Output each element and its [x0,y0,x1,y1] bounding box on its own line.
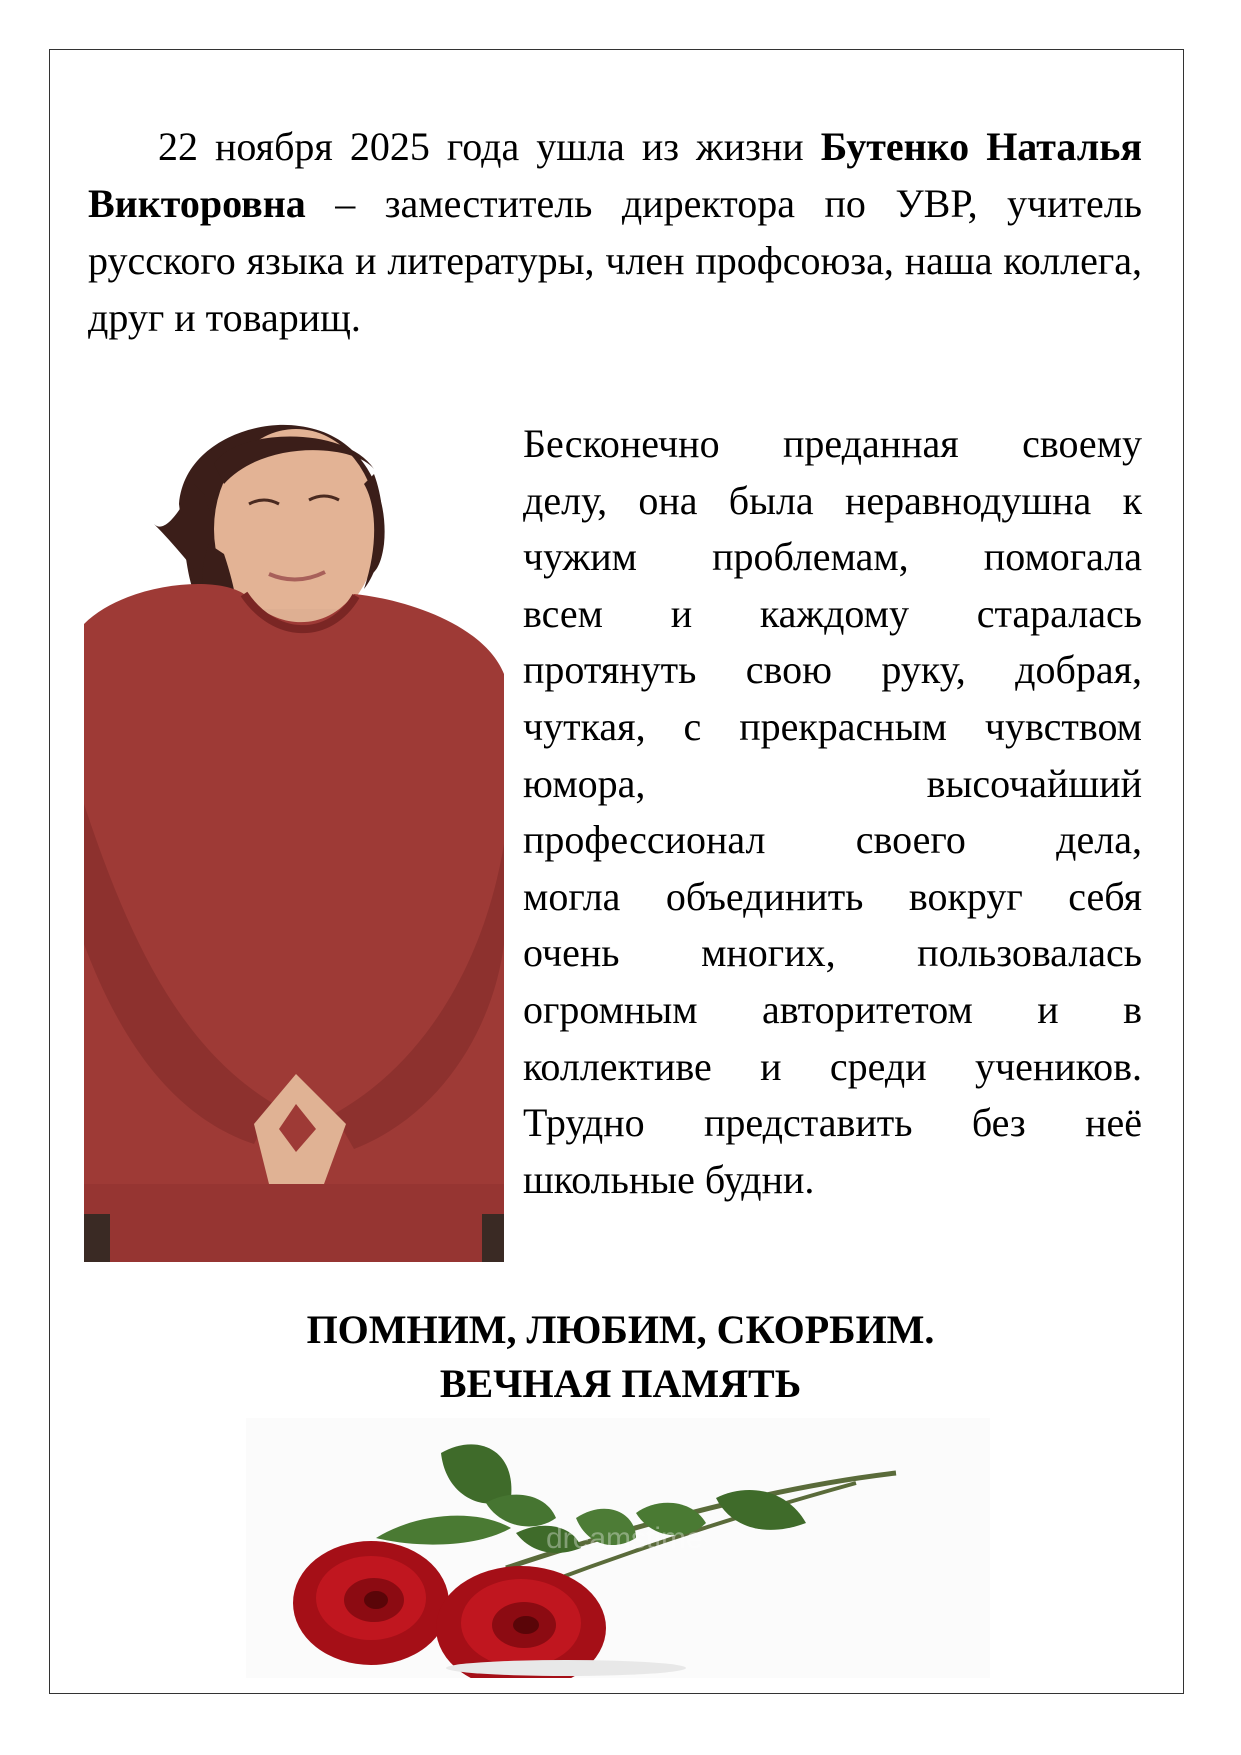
tribute-line: чуткая, с прекрасным чувством [523,703,1142,749]
tribute-line: всем и каждому старалась [523,590,1142,636]
tribute-line: Трудно представить без неё [523,1100,1142,1146]
deceased-name: Бутенко Наталья Викторовна [88,124,1142,226]
watermark: dreamstime [546,1522,703,1555]
tribute-line: Бесконечно преданная своему [523,421,1142,466]
motto-line-1: ПОМНИМ, ЛЮБИМ, СКОРБИМ. [306,1307,935,1352]
tribute-line: школьные будни. [523,1156,815,1202]
tribute-line: протянуть свою руку, добрая, [523,647,1142,693]
tribute-line: огромным авторитетом и в [523,986,1142,1032]
portrait-photo [84,424,504,1262]
tribute-line: профессионал своего дела, [523,817,1142,863]
portrait-image [84,424,504,1262]
tribute-line: юмора, высочайший [523,760,1142,806]
motto-line-2: ВЕЧНАЯ ПАМЯТЬ [439,1361,802,1406]
tribute-paragraph [523,416,1142,1208]
intro-paragraph [88,118,1142,346]
tribute-line: могла объединить вокруг себя [523,873,1142,919]
tribute-line: делу, она была неравнодушна к [523,477,1142,523]
tribute-line: чужим проблемам, помогала [523,534,1142,580]
roses-image [246,1418,990,1678]
tribute-line: очень многих, пользовалась [523,930,1142,976]
intro-rest: – заместитель директора по УВР, учитель русского языка и литературы, член профсоюза, наша коллега, друг и товарищ. [88,181,1142,340]
tribute-line: коллективе и среди учеников. [523,1043,1142,1089]
date-phrase: 22 ноября 2025 года ушла из жизни [158,124,804,169]
roses-icon [246,1418,990,1678]
